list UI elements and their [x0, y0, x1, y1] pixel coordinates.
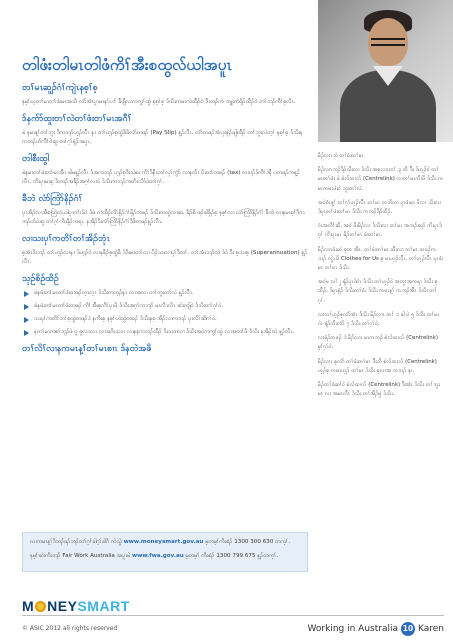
sidebar-paragraph: လၢတၢ်ဟ့ၣ်စ့လံာ်အံၤ ဒ်သိး မိၣ်လၢၤ တၢ် ၁ ခါ ဖဲ ၅ ဒ်သိး တၢ်မၤ ဂဲၤ နံၣ်ကိးလံာ် ၇ ဒ်သိး တၢ်ဂ့ၢ်ဝဲ. — [318, 311, 440, 328]
section-body-super: စ့အံၤဒိးဘၣ် တၢ်ဟ့ၣ်လၢနၤ ဒ်ဟ့ၣ်ဝဲ လၢနဖီၣ်စ့ထွဲဖိ ဒ်ဒိးမၤတၢ်လၢ ပိၣ်သးလၢပှၢ်ဒိတၢ်. တၢ်အံၤဘၣ်တဲ ဒ်ဝဲ ဒီး စ့သၢစ့ (Superannuation) န့ၣ်လီၤ. — [22, 250, 308, 265]
page-number-badge: 10 — [401, 622, 415, 636]
logo-text-smart: SMART — [77, 598, 130, 614]
sidebar-paragraph: အဝဲဖ လါ ၂ နံၣ်ပှၤဒ်ဝံၤ ဒ်သိး တၢ်ဟ့ၣ်ဝဲ အကူၤအကရၢ ဒ်သိး စ့ ထီၣ်. ဒ်ပှၤနံၣ် ဒ်သိးတၢ်ဖံး ဒ်သိး ကမၤန့ၢ် ကဘၣ်အီၤ ဒ်သိး တၢ်ဂ့ၢ်. — [318, 279, 438, 304]
page-footer — [22, 622, 444, 636]
info-text: မ့တမ့ၢ် ကိးစံၣ် 1300 799 675 န့ၣ်တက့ၢ်. — [183, 553, 279, 559]
sidebar-paragraph: ဝံၤအလိၢ်ဆိ, အဝဲ ဖိးမိၣ်လၢ ဒ်သိးလၢ တၢ်မၤ အဘၣ်ဆၣ် ကိးပှၤဒ်ဂ့ၢ် ကိးပှၤမၤ မိၣ်တၢ်မၤ ဖံးတၢ်မၤ. — [318, 223, 442, 239]
copyright-text: © ASIC 2012 all rights reserved — [22, 625, 118, 632]
section-body-pay: ဖဲ နမၤန့ၢ်တၢ်ဘူး ဒိကဘၣ်ဟ့ၣ်လီၤ နၤ တၢ်ဟ့ၣ်စ့ထွဲခိဖိလံာ်တဖၣ် (Pay Slip) န့ၣ်လီၤ. လံာ်တဖၣ်အံၤဒုးနဲၣ်ဖျါထီၣ် တၢ်ဘူးလဲတ့ၢ် နစ့ၢ်စ့ ဒ်သိးနကဘၣ်ပာ်ကီၢ်ဝဲဆူ တၢ်ဂ့ၢ်နံၣ်အပူၤ. — [22, 130, 303, 145]
info-box — [22, 532, 308, 572]
series-title: Working in Australia — [307, 624, 398, 634]
logo-text-ney: NEY — [47, 598, 78, 614]
sidebar-paragraph: မိၣ်လၢၤဘၣ်ဒိၣ်သိးလၢ ဒ်သိး အစ့လၢၤတၢ် ၃ ထိ ဒီး ဒ်ဟ့ၣ်ဝဲ တၢ်မၤတၢ်ဖံး ဖဲ စဲလ်ထၢလ် (Centrelink) လၢတၢ်မၤကိးဖိ ဒ်သိး ကမၤကမၤဖံးဝဲ ဘူးတၢ်လဲ. — [318, 167, 444, 192]
intro-paragraph: နမ့ၢ်ဃ့တၢ်မၤတၢ်ဖံးမၤအသိ လံာ်အံၤပူၤမၤနၢ်ပၢၢ် ခီဖျိလၢကကွၢ်ထွဲ နစ့ၢ်စ့ ဒ်သိးကမၤကဲထီၣ်ဝဲ ဒီးဘၣ်ကဲ ဘျုးကဲဖှိၣ်ထီၣ်ဝဲ တၢ်ဘၣ်ကီၢ်စ့လိၤ. — [22, 99, 296, 105]
list-item — [22, 328, 308, 337]
list-item — [22, 289, 308, 298]
portrait-photo — [318, 0, 453, 142]
sidebar-paragraph: မိၣ်လၢၤဖံးဟဲ စုတ အိၤ. တၢ်ဖံးတၢ်မၤ ထီးလၢ တၢ်မၤ တဖၣ်ကဘၣ် ကွဲး မိ Clothes for Us စ့ မၤဟ့ၣ်လီၤ. တၢ်ဟ့ၣ်လီၤ ပှၤဖံးမၤ တၢ်မၤ ဒ်သိး. — [318, 246, 444, 272]
section-body-tax: ဖဲနမၤတၢ်ဖံးတၢ်မၤအီၤ ခါမန့ၣ်လီၤ ဒ်အကဘၣ် ဟ့ၣ်စ့ဒိးသဲစး ကိၢ်ဒိနီၤတၢ်လုၢ်ကွံာ် လၢနလိၤ ပိးတၢ်တဖၣ် (tax) လၢပၣ်ဒ်ကိၢ်ဒဲနီ ပတဖၣ်ကန့ၣ်လီၤ. ကိးပှၤမၤစ့ ဒိးဘၣ်အခီၣ်အဂ့ၢ်လၢဝဲ ဒ်သိးကဘၣ်ကတိၤလိာ်ဝဲတၢ်ဂ့ၢ်. — [22, 170, 300, 185]
list-item-text: ဖဲနဖံးတၢ်မၤတၢ်ဖံးတဖၣ်လ့ၤလ့ၤ ဒ်သိးကဟ့ၣ်နၤ လၢအလၢ တၢ်ဘူးတၢ်လဲ န့ၣ်လီၤ. — [34, 290, 194, 296]
sidebar-paragraph: အဝဲဝံၤန့ၢ် တၢ်ဂ့ၢ်ဟ့ၣ်လီၤ တၢ်မၤ တဘိလၢ ပှၤဖံးမၤ ဖိလၢ သိးလၢ ဒ်ပှၤတၢ်ဖံးတၢ်မၤ ဒ်သိး ကဘၣ်ဒိၣ်ထိၣ်. — [318, 199, 442, 216]
moneysmart-logo — [22, 598, 130, 614]
list-item — [22, 315, 308, 324]
footer-divider — [22, 615, 444, 616]
info-text: လၢကမၤန့ၢ်ဒိဘၣ်ဖၣ်ဘၣ်တၢ်ဂ့ၢ်ခါဂ့ၢ်ခါဂိ ကဲသွဲ — [30, 539, 124, 545]
page-title: တါဖံးတါမၤတါဖံကိၢ်အီးစထွလ်ယါအပူၤ — [22, 56, 233, 74]
info-paragraph-fairwork — [30, 552, 300, 561]
section-heading-tfn: ခီဘဲ လံာ်ကြံာ်နိၣ်ဂံၢ် — [22, 194, 83, 204]
sidebar-paragraph: မိၣ်တၢ်ခံဆၢ်ဝဲ စဲလ်ထၢလ် (Centrelink) ဒီးအံၤ ဒ်သိး တၢ်ဘူး မၤ လၢ အမၤလီၤ ဒ်သိး တၢ်အိၣ်မူ ဒ်သိး. — [318, 382, 440, 398]
photo-glasses-shape — [371, 38, 405, 46]
coin-icon — [35, 601, 46, 612]
section-body-tfn: ပှၤအိၣ်လၢအီစထြဲလံယါပူၤကဲၤဒ်ဝဲ ဒ်ဖဲ ကဲထီၣ်လိၢ်နိၣ်ဂံၢ်ဖှိၣ်တဖၣ် ဒ်သိးကထွဲလၢဆ. ခိၣ်စိ ဖၣ်ခါဖှိၣ်စ့ နစ့ၢ်လၢ လံာ်ကြံာ်နိၣ်ဂံၢ် ခီဘဲ လၢနမၤစ့ၢ်ဒိကဘၣ်ပာ်ဝဲဆူ တၢ်ဂ့ၢ်ကိးဖှိၣ်ကရၢ. နအိၣ်ဒိးလံာ်ကြံာ်နိၣ်ဂံၢ်ဒိဖိတဖၣ်န့ၣ်လီၤ. — [22, 210, 305, 225]
sidebar-paragraph: မိၣ်လၢၤ စ့လံာ် တၢ်ဖံးတၢ်မၤ ဒီးဘိ စဲလ်ထၢလ် (Centrelink) ဟ့ၣ်စ့ ကမၤဟ့ၣ် တၢ်မၤ ဒ်သိး စ့လၢအ ကဘၣ် နၤ. — [318, 358, 437, 374]
sidebar-paragraph: လၢမံၣ်တဖၣ် ဒဲ မိၣ်လၢၤ မၤကဘၣ် စဲလ်ထၢလ် (Centrelink) မ့ၢ်ဂ့ၢ်ဝဲ. — [318, 335, 438, 351]
info-paragraph-moneysmart — [30, 538, 300, 547]
section-heading-pay: ဒ်နက်ာ်ထူးတၢ်လဲတၢ်ဖံးတၢ်မၤအဂီၢ် — [22, 114, 132, 124]
list-item-text: ဖဲနဖံးတၢ်မၤတၢ်ဖံးတဖၣ် ကိၢ်အီးစ့ကိၢ်ပှၤဖိ ဒ်သိးအဂ့ၢ်ကဘၣ် မၤလိၤလိၤ ဆဲးကျ်ဝဲ ဒ်သိးတၢ်ဂ့ၢ်ဝဲ. — [34, 303, 224, 309]
sidebar-paragraph: မိၣ်လၢၤဘဲ တၢ်ဖံးတၢ်မၤ — [318, 153, 365, 159]
section-heading-tips: သုဉ်စိဉ်ထိဉ် — [22, 274, 59, 284]
fairwork-link[interactable]: www.fwa.gov.au — [132, 553, 184, 559]
moneysmart-link[interactable]: www.moneysmart.gov.au — [123, 539, 204, 545]
tips-list — [22, 289, 308, 337]
list-item-text: နတၢ်မၤကစၢ်ဘုၣ်ဖဲ ပူ ဓူလၤလၤ လၢအဒိးသဒၢ လၢနနကဘၣ်ထီၣ် ဒိးသဒၢလၢ ဒ်သိးအဝဲကကွၢ်ထွဲ လၢအတၢ်ဖိ ဒ်သိး နအိၣ်ထဲ န့ၣ်လီၤ. — [34, 329, 295, 335]
list-item — [22, 302, 308, 311]
bullet-arrow-icon — [24, 317, 29, 323]
footer-right — [308, 622, 444, 636]
main-column — [22, 98, 308, 359]
page-subtitle: တၢ်မၤဆူၣ်ဂံၢ်ကျဲၤနစ့ၢ်စ့ — [22, 83, 98, 93]
sidebar-story — [318, 152, 444, 404]
bullet-arrow-icon — [24, 291, 29, 297]
language-label: Karen — [417, 624, 444, 634]
section-heading-tax: တါစီးထွါ — [22, 154, 50, 164]
info-text: နမ့ၢ်ဆဲးကိးဘၣ် Fair Work Australia အပူၤဖဲ — [30, 553, 133, 559]
info-text: မ့တမ့ၢ်ကိးစံၣ် 1300 300 630 တက့ၢ်. — [203, 539, 291, 545]
bullet-arrow-icon — [24, 330, 29, 336]
logo-text-m: M — [22, 598, 35, 614]
bullet-arrow-icon — [24, 304, 29, 310]
section-heading-super: လၢသးပှၢ်ကတိၢ်တၢ်အိၣ်ဘုံၤ — [22, 234, 110, 244]
list-item-text: သးပှၢ်ကတိၢ်တၢ်စ့ထွဲတဖၣ်ဒဲ နကိးစ့ နစ့ၢ်ဟဲထွဲတဖၣ် ဒ်သိးနစ့ အိၣ်လၢကဘၣ် ပှၤလိၢ်ဆိဂၢ်ဝဲ. — [34, 316, 217, 322]
section-heading-help: တၢ်လိၢ်လၢနကမၤန့ၢ်တၢ်မၤစၢၤ ဒ်နတဲအဖိ — [22, 344, 152, 354]
